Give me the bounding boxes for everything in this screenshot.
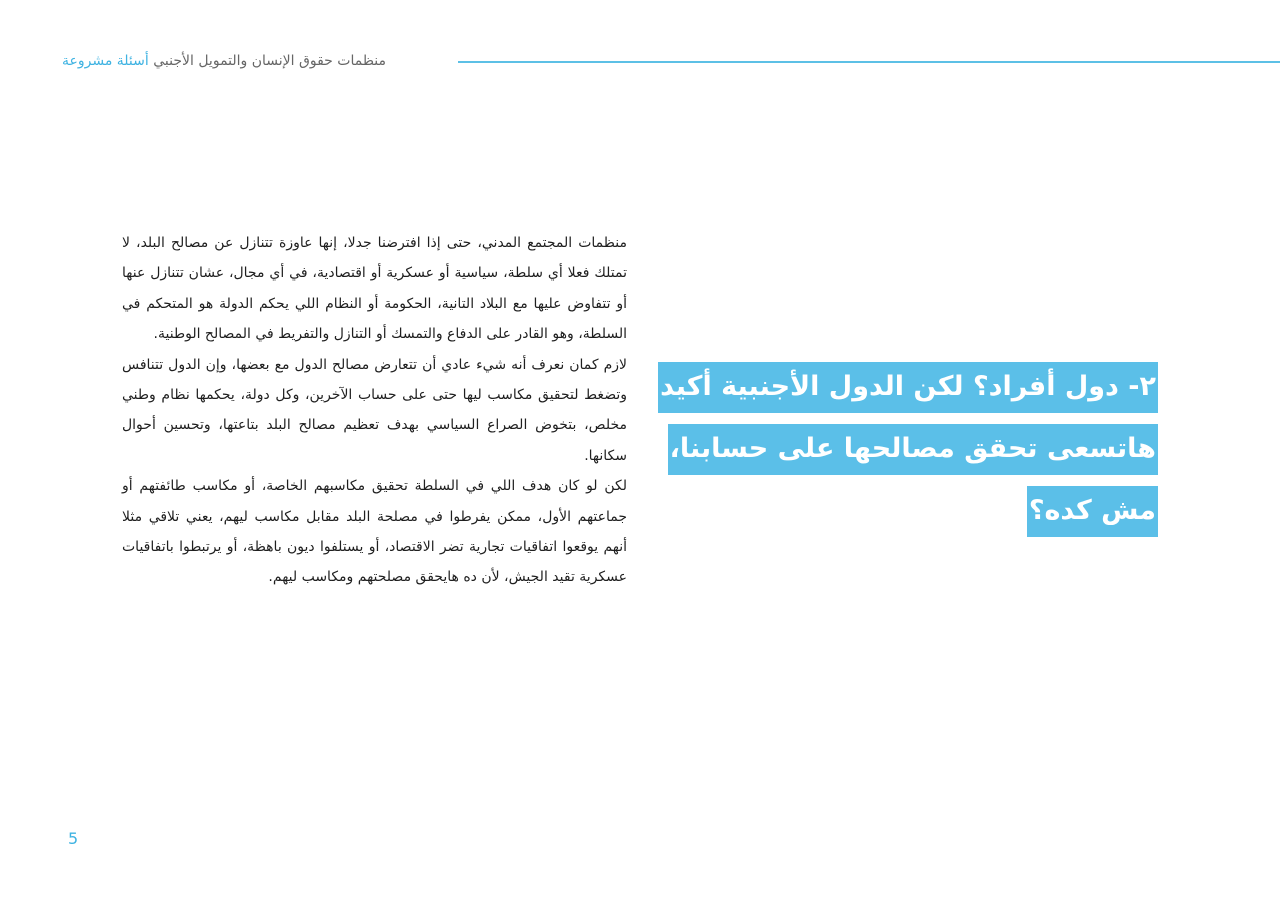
callout-line: ٢- دول أفراد؟ لكن الدول الأجنبية أكيد xyxy=(658,362,1158,413)
page-header xyxy=(62,48,1280,74)
question-callout xyxy=(652,362,1158,548)
body-paragraph: لكن لو كان هدف اللي في السلطة تحقيق مكاسبهم الخاصة، أو مكاسب طائفتهم أو جماعتهم الأول، ممكن يفرطوا في مصلحة البلد مقابل مكاسب ليهم، يعني تلاقي مثلا أنهم يوقعوا اتفاقيات تجارية تضر الاقتصاد، أو يستلفوا ديون باهظة، أو يرتبطوا باتفاقيات عسكرية تقيد الجيش، لأن ده هايحقق مصلحتهم ومكاسب ليهم. xyxy=(122,478,627,586)
body-paragraph: لازم كمان نعرف أنه شيء عادي أن تتعارض مصالح الدول مع بعضها، وإن الدول تتنافس وتضغط لتحقيق مكاسب ليها حتى على حساب الآخرين، وكل دولة، يحكمها نظام وطني مخلص، بتخوض الصراع السياسي بهدف تعظيم مصالح البلد بتاعتها، وتحسين أحوال سكانها. xyxy=(122,356,627,464)
page-number: 5 xyxy=(68,829,79,848)
callout-line: مش كده؟ xyxy=(1027,486,1158,537)
header-title-main: منظمات حقوق الإنسان والتمويل الأجنبي xyxy=(153,53,387,69)
body-paragraph: منظمات المجتمع المدني، حتى إذا افترضنا جدلا، إنها عاوزة تتنازل عن مصالح البلد، لا تمتلك فعلا أي سلطة، سياسية أو عسكرية أو اقتصادية، في أي مجال، عشان تتنازل عنها أو تتفاوض عليها مع البلاد التانية، الحكومة أو النظام اللي يحكم الدولة هو المتحكم في السلطة، وهو القادر على الدفاع والتمسك أو التنازل والتفريط في المصالح الوطنية. xyxy=(122,235,627,343)
header-title xyxy=(62,48,386,74)
header-rule xyxy=(458,61,1280,63)
header-title-accent: أسئلة مشروعة xyxy=(62,53,149,69)
body-text xyxy=(122,228,627,593)
callout-line: هاتسعى تحقق مصالحها على حسابنا، xyxy=(668,424,1158,475)
